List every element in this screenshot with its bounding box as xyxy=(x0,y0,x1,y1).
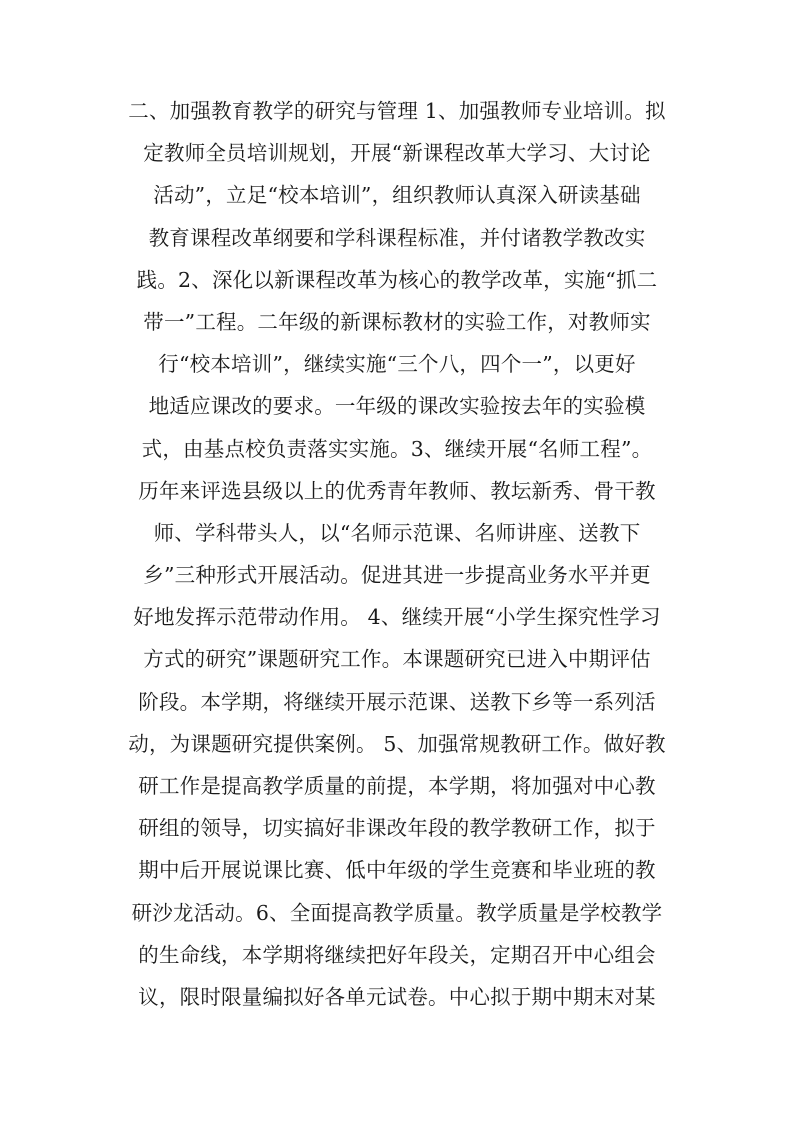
text-line: 期中后开展说课比赛、低中年级的学生竞赛和毕业班的教 xyxy=(138,858,656,883)
text-line: 地适应课改的要求。一年级的课改实验按去年的实验模 xyxy=(148,394,646,419)
text-line: 议，限时限量编拟好各单元试卷。中心拟于期中期末对某 xyxy=(138,984,656,1009)
text-line: 行“校本培训”，继续实施“三个八，四个一”，以更好 xyxy=(158,352,636,377)
text-line: 的生命线，本学期将继续把好年段关，定期召开中心组会 xyxy=(138,942,656,967)
text-line: 活动”，立足“校本培训”，组织教师认真深入研读基础 xyxy=(153,183,641,208)
text-line: 定教师全员培训规划，开展“新课程改革大学习、大讨论 xyxy=(143,141,651,166)
text-line: 践。2、深化以新课程改革为核心的教学改革，实施“抓二 xyxy=(136,267,658,292)
text-line: 研组的领导，切实搞好非课改年段的教学教研工作，拟于 xyxy=(138,816,656,841)
text-line: 好地发挥示范带动作用。 4、继续开展“小学生探究性学习 xyxy=(133,605,661,630)
text-line: 方式的研究”课题研究工作。本课题研究已进入中期评估 xyxy=(143,647,651,672)
text-line: 研工作是提高教学质量的前提，本学期，将加强对中心教 xyxy=(138,774,656,798)
text-line: 历年来评选县级以上的优秀青年教师、教坛新秀、骨干教 xyxy=(138,478,656,503)
text-line: 研沙龙活动。6、全面提高教学质量。教学质量是学校教学 xyxy=(131,900,663,925)
body-text xyxy=(100,90,694,1018)
text-line: 乡”三种形式开展活动。促进其进一步提高业务水平并更 xyxy=(143,563,651,588)
text-line: 阶段。本学期，将继续开展示范课、送教下乡等一系列活 xyxy=(138,689,656,714)
text-line: 教育课程改革纲要和学科课程标准，并付诸教学教改实 xyxy=(148,225,646,250)
text-line: 动，为课题研究提供案例。 5、加强常规教研工作。做好教 xyxy=(128,731,666,756)
text-line: 师、学科带头人，以“名师示范课、名师讲座、送教下 xyxy=(153,520,641,545)
text-line: 带一”工程。二年级的新课标教材的实验工作，对教师实 xyxy=(143,309,651,334)
text-line: 式，由基点校负责落实实施。3、继续开展“名师工程”。 xyxy=(141,436,653,461)
text-line: 二、加强教育教学的研究与管理 1、加强教师专业培训。拟 xyxy=(128,99,666,123)
